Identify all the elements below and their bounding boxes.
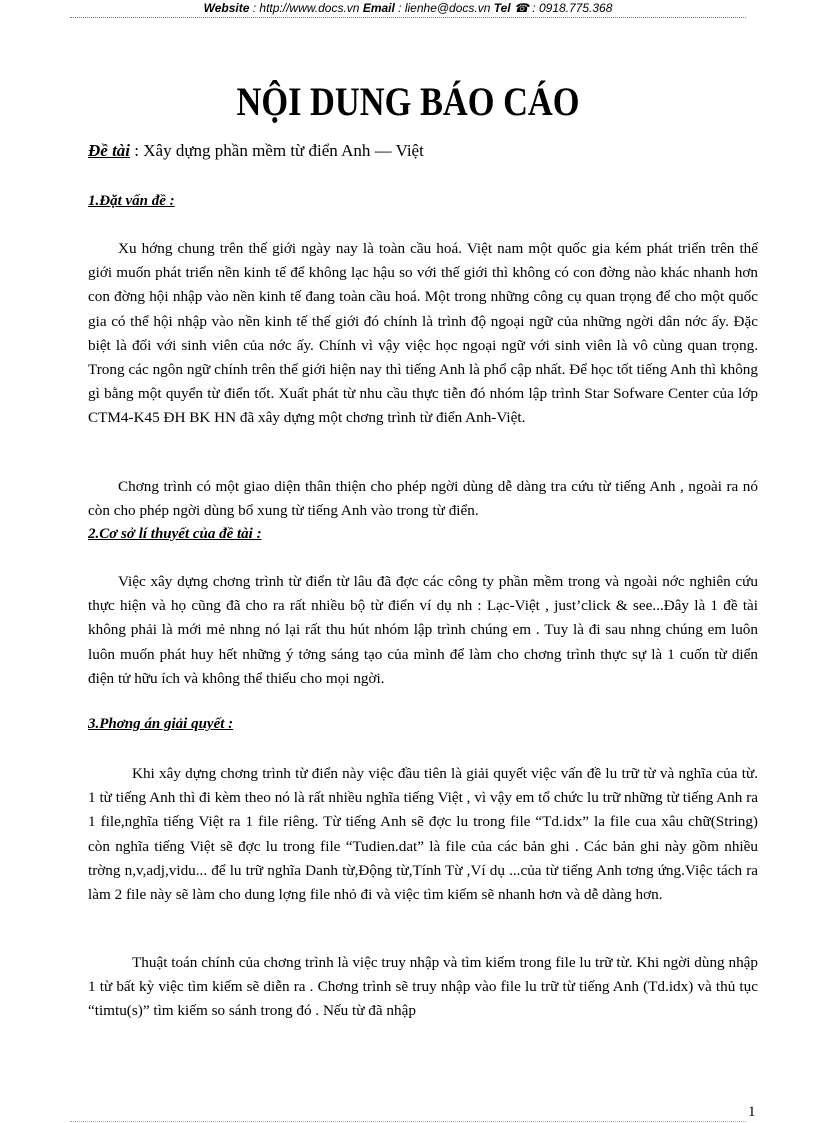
- section-1-paragraph-2: Chơng trình có một giao diện thân thiện cho phép ngời dùng dễ dàng tra cứu từ tiếng Anh , ngoài ra nó còn cho phép ngời dùng bổ xung từ tiếng Anh vào trong từ điển.: [88, 478, 758, 520]
- section-3-paragraph-1: Khi xây dựng chơng trình từ điển này việc đầu tiên là giải quyết việc vấn đề lu trữ từ và nghĩa của từ. 1 từ tiếng Anh thì đi kèm theo nó là rất nhiều nghĩa tiếng Việt , vì vậy em tổ chức lu trữ những từ tiếng Anh ra 1 file,nghĩa tiếng Việt ra 1 file riêng. Từ tiếng Anh sẽ đợc lu trong file “Td.idx” la file cua xâu chữ(String) còn nghĩa tiếng Việt sẽ đợc lu trong file “Tudien.dat” là file của các bản ghi . Các bản ghi này gồm nhiều trờng n,v,adj,vidu... để lu trữ nghĩa Danh từ,Động từ,Tính Từ ,Ví dụ ...của từ tiếng Anh tơng ứng.Việc tách ra làm 2 file này sẽ làm cho dung lợng file nhỏ đi và việc tìm kiếm sẽ nhanh hơn và dễ dàng hơn.: [88, 765, 758, 904]
- section-heading-3: 3.Phơng án giải quyết :: [88, 716, 234, 732]
- header-divider: [70, 17, 746, 18]
- section-1-paragraph-1: Xu hớng chung trên thế giới ngày nay là toàn cầu hoá. Việt nam một quốc gia kém phát triển trên thế giới muốn phát triển nền kinh tế để không lạc hậu so với thế giới thì không có con đờng nào khác nhanh hơn con đờng hội nhập vào nền kinh tế đang toàn cầu hoá. Một trong những công cụ quan trọng để cho một quốc gia có thể hội nhập vào nền kinh tế thế giới đó chính là trình độ ngoại ngữ của những ngời dân nớc ấy. Đặc biệt là đối với sinh viên của nớc ấy. Chính vì vậy việc học ngoại ngữ với sinh viên là vô cùng quan trọng. Trong các ngôn ngữ chính trên thế giới hiện nay thì tiếng Anh là phổ cập nhất. Để học tốt tiếng Anh thì không gì bằng một quyển từ điển tốt. Xuất phát từ nhu cầu thực tiễn đó nhóm lập trình Star Sofware Center của lớp CTM4-K45 ĐH BK HN đã xây dựng một chơng trình từ điển Anh-Việt.: [88, 240, 758, 427]
- section-heading-2: 2.Cơ sở lí thuyết của đề tài :: [88, 526, 262, 542]
- section-3-paragraph-2: Thuật toán chính của chơng trình là việc truy nhập và tìm kiếm trong file lu trữ từ. Khi ngời dùng nhập 1 từ bất kỳ việc tìm kiếm sẽ diễn ra . Chơng trình sẽ truy nhập vào file lu trữ từ tiếng Anh (Td.idx) và thủ tục “timtu(s)” tìm kiếm so sánh trong đó . Nếu từ đã nhập: [88, 954, 758, 1020]
- topic-label: Đề tài: [88, 141, 131, 160]
- website-value: : http://www.docs.vn: [252, 1, 360, 15]
- topic-value: : Xây dựng phần mềm từ điển Anh — Việt: [130, 141, 424, 160]
- email-label: Email: [362, 1, 395, 15]
- tel-label: Tel: [493, 1, 511, 15]
- email-value: : lienhe@docs.vn: [398, 1, 491, 15]
- page-header: [0, 0, 816, 18]
- phone-icon: ☎: [514, 1, 529, 15]
- footer-divider: [70, 1121, 746, 1122]
- topic-line: [88, 139, 768, 163]
- tel-value: : 0918.775.368: [532, 1, 613, 15]
- website-label: Website: [203, 1, 250, 15]
- page-title: NỘI DUNG BÁO CÁO: [236, 79, 580, 124]
- section-2-paragraph-1: Việc xây dựng chơng trình từ điển từ lâu đã đợc các công ty phần mềm trong và ngoài nớc nghiên cứu thực hiện và họ cũng đã cho ra rất nhiều bộ từ điển ví dụ nh : Lạc-Việt , just’click & see...Đây là 1 đề tài không phải là mới mẻ nhng nó lại rất thu hút nhóm lập trình chúng em . Tuy là đi sau nhng chúng em luôn luôn muốn phát huy hết những ý tởng sáng tạo của mình để làm cho chơng trình thực sự là 1 cuốn từ diển điện tử hữu ích và không thể thiếu cho mọi ngời.: [88, 573, 758, 687]
- section-heading-1: 1.Đặt vấn đề :: [88, 193, 175, 209]
- page-number: 1: [748, 1104, 756, 1120]
